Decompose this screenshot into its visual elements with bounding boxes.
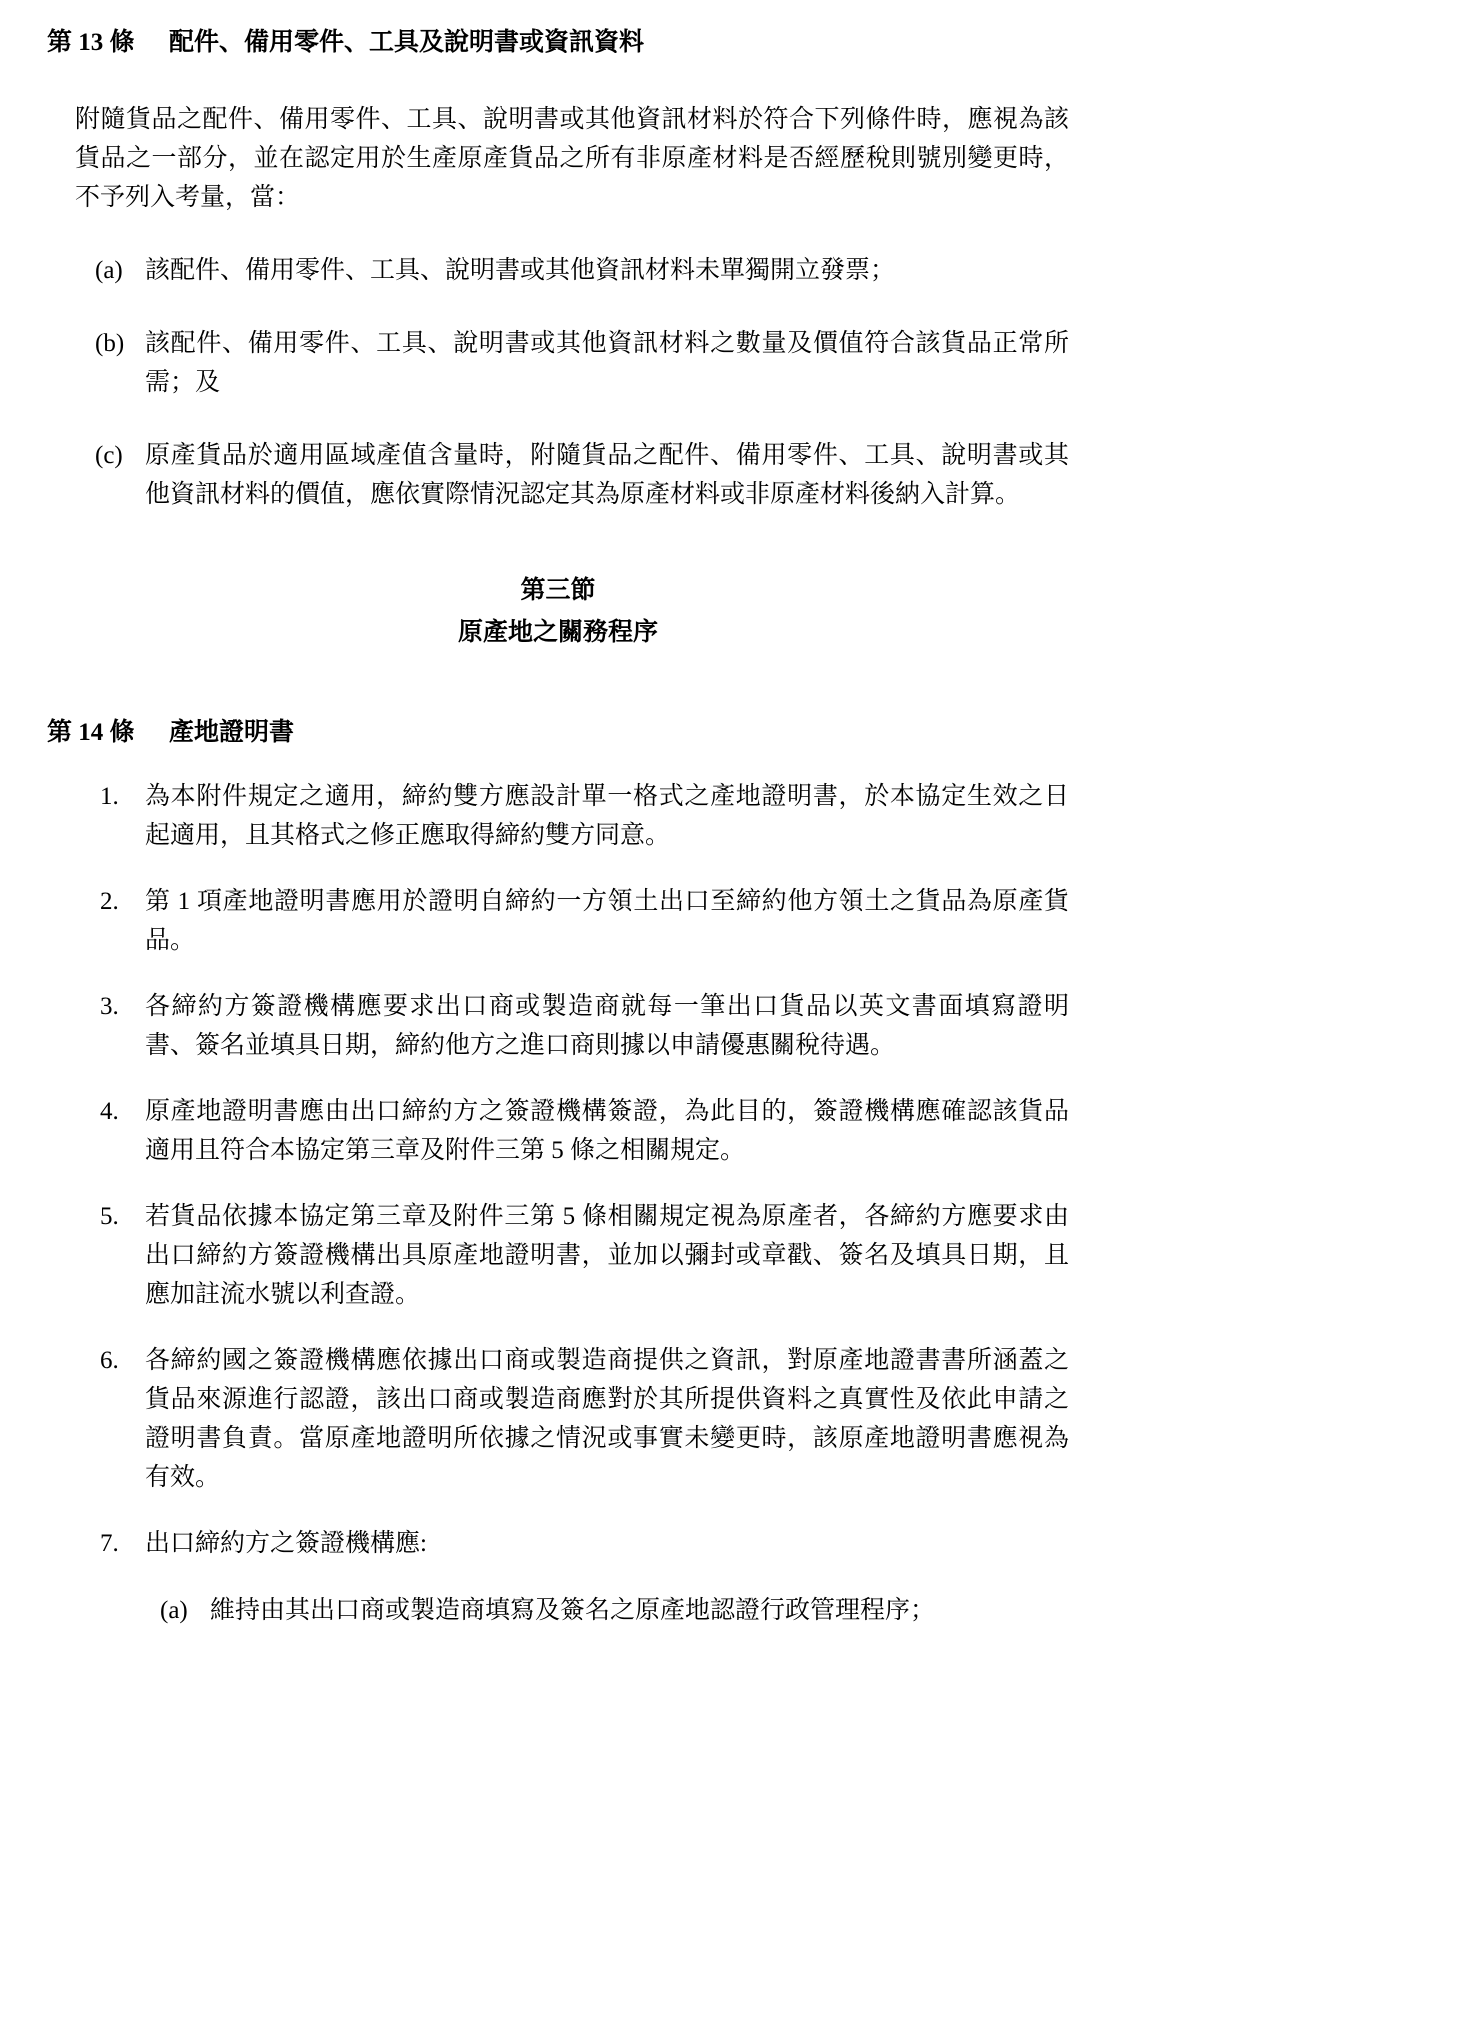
- item-text: 維持由其出口商或製造商填寫及簽名之原產地認證行政管理程序；: [210, 1597, 936, 1624]
- list-item-a: [95, 251, 1069, 290]
- article-14-number: 第 14 條: [47, 719, 135, 746]
- item-text: 若貨品依據本協定第三章及附件三第 5 條相關規定視為原產者，各締約方應要求由出口締約方簽證機構出具原產地證明書，並加以彌封或章戳、簽名及填具日期，且應加註流水號以利查證。: [145, 1203, 1069, 1308]
- article-13-number: 第 13 條: [47, 29, 135, 56]
- article-14-title: 產地證明書: [169, 719, 295, 746]
- item-text: 原產地證明書應由出口締約方之簽證機構簽證，為此目的，簽證機構應確認該貨品適用且符合本協定第三章及附件三第 5 條之相關規定。: [145, 1098, 1069, 1164]
- list-item-7a: [160, 1591, 1069, 1630]
- item-label: 3.: [100, 993, 119, 1020]
- item-label: (a): [160, 1597, 188, 1624]
- list-item-c: [95, 436, 1069, 514]
- item-text: 該配件、備用零件、工具、說明書或其他資訊材料之數量及價值符合該貨品正常所需；及: [145, 330, 1069, 396]
- item-text: 原產貨品於適用區域產值含量時，附隨貨品之配件、備用零件、工具、說明書或其他資訊材料的價值，應依實際情況認定其為原產材料或非原產材料後納入計算。: [145, 442, 1069, 508]
- item-text: 出口締約方之簽證機構應:: [145, 1530, 427, 1557]
- item-text: 為本附件規定之適用，締約雙方應設計單一格式之產地證明書，於本協定生效之日起適用，且其格式之修正應取得締約雙方同意。: [145, 783, 1069, 849]
- article-14-heading: [47, 716, 1069, 750]
- item-label: 4.: [100, 1098, 119, 1125]
- list-item-7: [100, 1524, 1069, 1563]
- item-text: 該配件、備用零件、工具、說明書或其他資訊材料未單獨開立發票；: [145, 257, 896, 284]
- list-item-2: [100, 882, 1069, 960]
- item-label: (b): [95, 330, 125, 357]
- item-label: 5.: [100, 1203, 119, 1230]
- list-item-b: [95, 324, 1069, 402]
- item-label: 2.: [100, 888, 119, 915]
- item-label: 7.: [100, 1530, 119, 1557]
- item-text: 各締約國之簽證機構應依據出口商或製造商提供之資訊，對原產地證書書所涵蓋之貨品來源進行認證，該出口商或製造商應對於其所提供資料之真實性及依此申請之證明書負責。當原產地證明所依據之情況或事實未變更時，該原產地證明書應視為有效。: [145, 1347, 1069, 1491]
- list-item-6: [100, 1341, 1069, 1497]
- section-3-title: 原產地之關務程序: [457, 619, 658, 646]
- article-14-items: [47, 777, 1069, 1630]
- section-3-heading: [47, 570, 1069, 654]
- item-text: 第 1 項產地證明書應用於證明自締約一方領土出口至締約他方領土之貨品為原產貨品。: [145, 888, 1069, 954]
- article-13-heading: [47, 26, 1069, 60]
- article-13-intro-paragraph: 附隨貨品之配件、備用零件、工具、說明書或其他資訊材料於符合下列條件時，應視為該貨品之一部分，並在認定用於生產原產貨品之所有非原產材料是否經歷稅則號別變更時，不予列入考量，當：: [75, 106, 1069, 211]
- list-item-5: [100, 1197, 1069, 1314]
- list-item-1: [100, 777, 1069, 855]
- section-3-number: 第三節: [520, 577, 596, 604]
- item-label: (a): [95, 257, 123, 284]
- article-13-title: 配件、備用零件、工具及說明書或資訊資料: [169, 29, 645, 56]
- list-item-4: [100, 1092, 1069, 1170]
- item-text: 各締約方簽證機構應要求出口商或製造商就每一筆出口貨品以英文書面填寫證明書、簽名並填具日期，締約他方之進口商則據以申請優惠關稅待遇。: [145, 993, 1069, 1059]
- item-label: 6.: [100, 1347, 119, 1374]
- list-item-3: [100, 987, 1069, 1065]
- item-label: 1.: [100, 783, 119, 810]
- item-label: (c): [95, 442, 123, 469]
- document-content: [47, 26, 1069, 1630]
